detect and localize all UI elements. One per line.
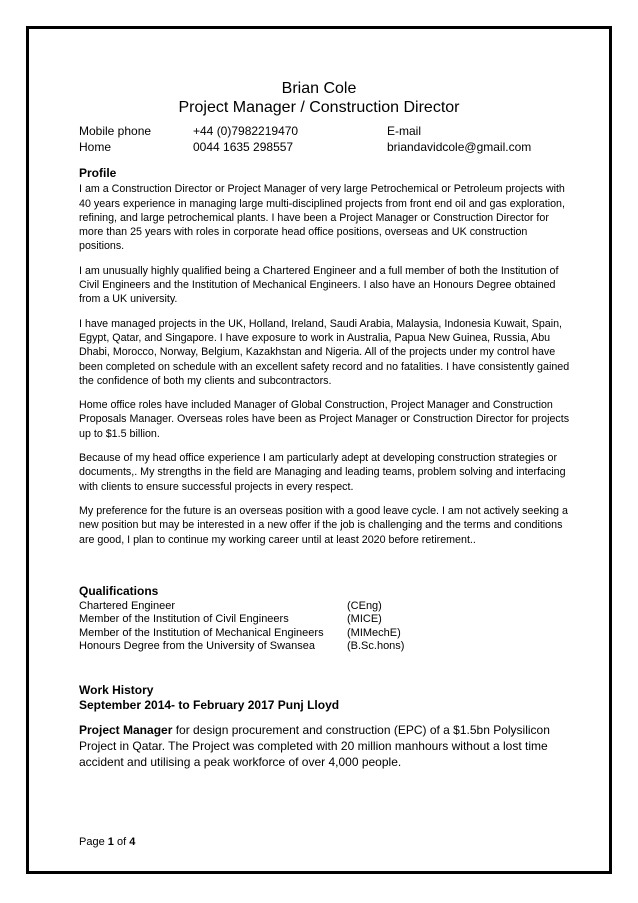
profile-paragraph: I am a Construction Director or Project Manager of very large Petrochemical or Petroleum projects with 40 years experience in managing large multi-disciplined projects from front end oil and gas exploration, refining, and large petrochemical plants. I have been a Project Manager or Construction Director for more than 25 years with roles in corporate head office positions, overseas and UK construction positions.: [79, 183, 565, 253]
qualifications-heading: Qualifications: [79, 584, 159, 598]
profile-paragraph: Home office roles have included Manager of Global Construction, Project Manager and Construction Proposals Manager. Overseas roles have been as Project Manager or Construction Director for projects up to $1.5 billion.: [79, 399, 570, 440]
qualification-abbr: (CEng): [347, 599, 382, 612]
profile-section: [79, 166, 571, 557]
project-description: [79, 722, 571, 770]
contact-value: +44 (0)7982219470: [193, 124, 299, 138]
qualification-abbr: (MIMechE): [347, 626, 401, 639]
qualification-row: [79, 627, 571, 641]
qualification-abbr: (B.Sc.hons): [347, 640, 405, 652]
page-total: 4: [129, 836, 136, 848]
contact-extra: E-mail: [387, 124, 422, 138]
contact-row-home: [79, 139, 559, 155]
contact-block: [79, 123, 559, 155]
candidate-name: Brian Cole: [281, 80, 357, 97]
profile-paragraph: I am unusually highly qualified being a Chartered Engineer and a full member of both the Institution of Civil Engineers and the Institution of Mechanical Engineers. I also have an Honours Degree obtained from a UK university.: [79, 264, 559, 306]
work-history-section: [79, 683, 571, 713]
work-period: September 2014- to February 2017 Punj Lloyd: [79, 698, 340, 712]
work-history-heading: Work History: [79, 683, 154, 697]
qualification-name: Honours Degree from the University of Swansea: [79, 640, 315, 652]
qualification-row: [79, 600, 571, 614]
qualification-row: [79, 613, 571, 627]
contact-value: 0044 1635 298557: [193, 140, 294, 154]
qualification-abbr: (MICE): [347, 613, 382, 625]
contact-label: Home: [79, 140, 112, 154]
page-number: 1: [107, 836, 114, 848]
qualifications-section: [79, 585, 571, 654]
contact-label: Mobile phone: [79, 124, 152, 138]
profile-paragraph: I have managed projects in the UK, Holland, Ireland, Saudi Arabia, Malaysia, Indonesia Kuwait, Spain, Egypt, Qatar, and Singapore. I have exposure to work in Australia, Papua New Guinea, Russia, Abu Dhabi, Morocco, Norway, Belgium, Kazakhstan and Nigeria. All of the projects under my control have been completed on schedule with an excellent safety record and no fatalities. I have consistently gained the confidence of both my clients and subcontractors.: [79, 317, 570, 387]
qualification-name: Chartered Engineer: [79, 599, 176, 612]
qualification-name: Member of the Institution of Mechanical Engineers: [79, 626, 324, 639]
profile-heading: Profile: [79, 166, 117, 180]
project-role: Project Manager: [79, 723, 173, 737]
page-footer: [79, 836, 135, 848]
profile-paragraph: Because of my head office experience I am particularly adept at developing construction strategies or documents,. My strengths in the field are Managing and leading teams, problem solving and interfacing with clients to ensure successful projects in every respect.: [79, 452, 566, 493]
project-text: for design procurement and construction (EPC) of a $1.5bn Polysilicon Project in Qatar. The Project was completed with 20 million manhours without a lost time accident and utilising a peak workforce of over 4,000 people.: [79, 723, 550, 769]
profile-paragraph: My preference for the future is an overseas position with a good leave cycle. I am not actively seeking a new position but may be interested in a new offer if the job is challenging and the terms and conditions are good, I plan to continue my working career until at least 2020 before retirement..: [79, 504, 568, 546]
page-word: Page: [79, 836, 105, 848]
candidate-title: Project Manager / Construction Director: [178, 99, 460, 116]
qualification-name: Member of the Institution of Civil Engineers: [79, 613, 289, 625]
contact-row-mobile: [79, 123, 559, 139]
qualification-row: [79, 640, 571, 654]
of-word: of: [116, 836, 127, 848]
contact-email[interactable]: briandavidcole@gmail.com: [387, 140, 532, 154]
